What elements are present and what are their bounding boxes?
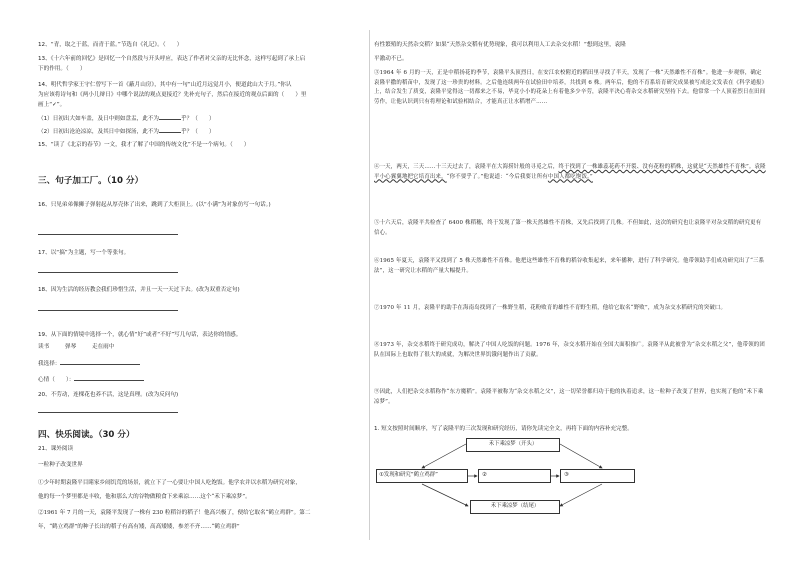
- question-12: 12、“青，取之于蓝，而青于蓝。”节选自《礼记》。（ ）: [38, 42, 183, 48]
- reading-para6: ⑥1965 年夏天，袁隆平又找到了 5 株天然雄性不育株。他把这些雄性不育株的稻谷收集起来，来年播种，进行了科学研究。他带领助手们成功研究出了“三系法”，这一研究让水稻的产量大幅提升。: [374, 258, 765, 274]
- flow-box-1-label: ①发现和研究“鹤立鸡群”: [379, 472, 438, 478]
- arrow-right-bottom: [560, 484, 602, 506]
- question-14-option2: [38, 126, 215, 137]
- answer-line-18[interactable]: [38, 310, 178, 311]
- para4-part-a: ④一天，两天，三天……十三天过去了，袁隆平在大海捞针般的寻觅之后，: [374, 164, 559, 170]
- option2-text: （2）日初出沧沧凉凉，及其日中如探汤，此不为: [38, 129, 160, 135]
- reading-para5: ⑤十六天后，袁隆平共检查了 6400 株稻穗，终于发现了第一株天然雄性不育株，又先后找到了几株。不但如此，这次的研究也让袁隆平对杂交稻的研究更有信心。: [374, 220, 762, 236]
- select-blank[interactable]: [60, 358, 140, 365]
- mood-label: 心情（ ）：: [38, 377, 75, 383]
- question-16: 16、只见弟弟像狮子弹射起从厚壳体了出来，跳到了大柜顶上。(以“小满”为对象仿写一句话。): [38, 202, 271, 208]
- flow-top-label: 禾下乘凉梦（开头）: [488, 441, 538, 447]
- reading-para3: ③1964 年 6 月的一天，正是中稻扬花的季节，袁隆平头顶烈日，在安江农校附近的稻田里寻找了半天，发现了一株“天然雄性不育株”。他进一步观察，确定袁隆平撒的稻苗中，发现了这一珍贵的材料。之后他连续两年在试验田中培养，共找到 6 株。两年后，他的不育系培育研究成果被写成论文发表在《科学通报》上，结合发生了质变，袁隆平觉得这一切都来之不易，毕竟小小的花朵上有着他多少辛劳，袁隆平决心将杂交水稻研究坚持下去。他常常一个人顶着烈日在田间劳作，让他认识到只有将理论和试验相结合，才能真正让水稻增产……: [374, 70, 766, 105]
- column-divider: [369, 30, 370, 540]
- question-13-line2: 下的作用。（ ）: [38, 66, 86, 72]
- reading-title: 一粒种子改变世界: [38, 462, 83, 468]
- flow-arrows: [374, 432, 644, 524]
- question-19-select: [38, 358, 140, 369]
- question-14-line3: 画上“✓”。: [38, 102, 66, 108]
- para4-part-c: “你不要乎了。”他说道：“今后我要让所有: [446, 173, 548, 180]
- option2-tail: 乎？（ ）: [181, 129, 215, 135]
- reading-para2-line2: 年，“鹤立鸡群”的种子长出的稻子有高有矮，高高矮矮，参差不齐……“鹤立鸡群”: [38, 524, 240, 530]
- flow-box-3-label: ③: [564, 472, 569, 478]
- reading-para9: ⑨因此，人们把杂交水稻称作“东方魔稻”。袁隆平被称为“杂交水稻之父”，这一切荣誉都归功于他的执着追求，这一粒种子改变了世界，也实现了他的“禾下乘凉梦”。: [374, 389, 764, 405]
- para4-wavy-end: 中国人都吃饱饭。”: [547, 173, 593, 180]
- arrow-top-right: [560, 444, 602, 468]
- reading-continued-line1: 有性繁殖的天然杂交稻？如果“天然杂交稻有优势现象，我可以利用人工去杂交水稻！”想到这里，袁隆: [374, 42, 626, 48]
- reading-continued-line2: 平激动不已。: [374, 56, 408, 62]
- reading-para1-line2: 他的每一个梦里都是丰收，他和那么大的谷物做粮食下来乘凉……这个“禾下乘凉梦”。: [38, 494, 251, 500]
- question-19-options: [38, 342, 114, 352]
- mood-blank[interactable]: [74, 374, 144, 381]
- question-19: 19、从下面的情境中选择一个，就心情“好”或者“不好”写几句话，表达你的情感。: [38, 332, 242, 338]
- option2-blank[interactable]: [159, 126, 181, 133]
- question-17: 17、以“搞”为主题，写一个等张句。: [38, 250, 130, 256]
- flow-box-2-label: ②: [482, 472, 487, 478]
- question-14-line2: 为应该将诗句和《两小儿辩日》中哪个说法的观点更接近？先补充句子，然后在接近的观点后面的（ ）里: [38, 92, 307, 98]
- section-3-heading: 三、句子加工厂。（10 分）: [38, 176, 144, 186]
- option1-tail: 乎？（ ）: [181, 116, 215, 122]
- question-18: 18、因为生活的经历教会我们珍惜生活，并且一天一天过下去。(改为双重否定句): [38, 287, 240, 293]
- reading-para7: ⑦1970 年 11 月，袁隆平的助手在海南岛找到了一株野生稻，花粉败育的雄性不育野生稻，他给它取名“野败”，成为杂交水稻研究的突破口。: [374, 305, 727, 311]
- option-piano[interactable]: 弹琴: [64, 344, 77, 350]
- arrow-top-left: [422, 444, 466, 468]
- answer-line-20[interactable]: [38, 412, 178, 413]
- reading-para4: [374, 163, 766, 211]
- option-reading[interactable]: 读书: [38, 344, 50, 350]
- option1-text: （1）日初出大如车盖，及日中则如盘盂，此不为: [38, 116, 160, 122]
- option-rain[interactable]: 走在雨中: [91, 344, 115, 350]
- question-14-line1: 14、明代哲学家王守仁曾写下一首《蔽月山房》，其中有一句“山近月远觉月小，便道此山大于月。”你认: [38, 82, 292, 88]
- answer-line-16[interactable]: [38, 234, 178, 235]
- flow-bottom-label: 禾下乘凉梦（结尾）: [490, 503, 540, 509]
- section-4-heading: 四、快乐阅读。（30 分）: [38, 430, 135, 440]
- arrow-left-bottom: [422, 484, 468, 506]
- question-21: 21、课外阅读: [38, 446, 74, 452]
- question-15: 15、“读了《北京的春节》一文，我才了解了中国的传统文化”不是一个病句。（ ）: [38, 142, 250, 148]
- select-label: 我选择：: [38, 361, 61, 367]
- question-14-option1: [38, 113, 215, 124]
- para4-wavy-underlined: 终于找到了一株雄蕊花药不开裂、没有花粉的稻株，这就是“天然雄性不育株”。袁隆平小心翼翼地把它培育出来，: [374, 164, 766, 180]
- question-19-mood: [38, 374, 144, 385]
- reading-para2-line1: ②1961 年 7 月的一天，袁隆平发现了一株有 230 粒稻谷的稻子！他高兴极了，便给它取名“鹤立鸡群”。第二: [38, 510, 311, 516]
- option1-blank[interactable]: [159, 113, 181, 120]
- reading-question-1: 1. 短文按照时间顺序，写了袁隆平的三次发现和研究经历，请你先读完全文，再将下面的内容补充完整。: [374, 426, 633, 432]
- reading-para8: ⑧1973 年，杂交水稻终于研究成功，解决了中国人吃饭的问题。1976 年，杂交水稻开始在全国大面积推广。袁隆平从此被誉为“杂交水稻之父”，他带领的团队在国际上也取得了很大的成就，为解决世界饥饿问题作出了贡献。: [374, 342, 765, 358]
- question-13-line1: 13、《十六年前的回忆》是回忆一个自然段与开头呼应，表达了作者对父亲的无比怀念，这样写起到了承上启: [38, 56, 306, 62]
- question-20: 20、不劳动，连棵花也养不活，这是真理。(改为反问句): [38, 392, 179, 398]
- reading-para1-line1: ①少年时期袁隆平目睹家乡闹饥荒的场景，就立下了一心要让中国人吃饱饭。他学农并以水稻为研究对象，: [38, 480, 301, 486]
- answer-line-17[interactable]: [38, 272, 178, 273]
